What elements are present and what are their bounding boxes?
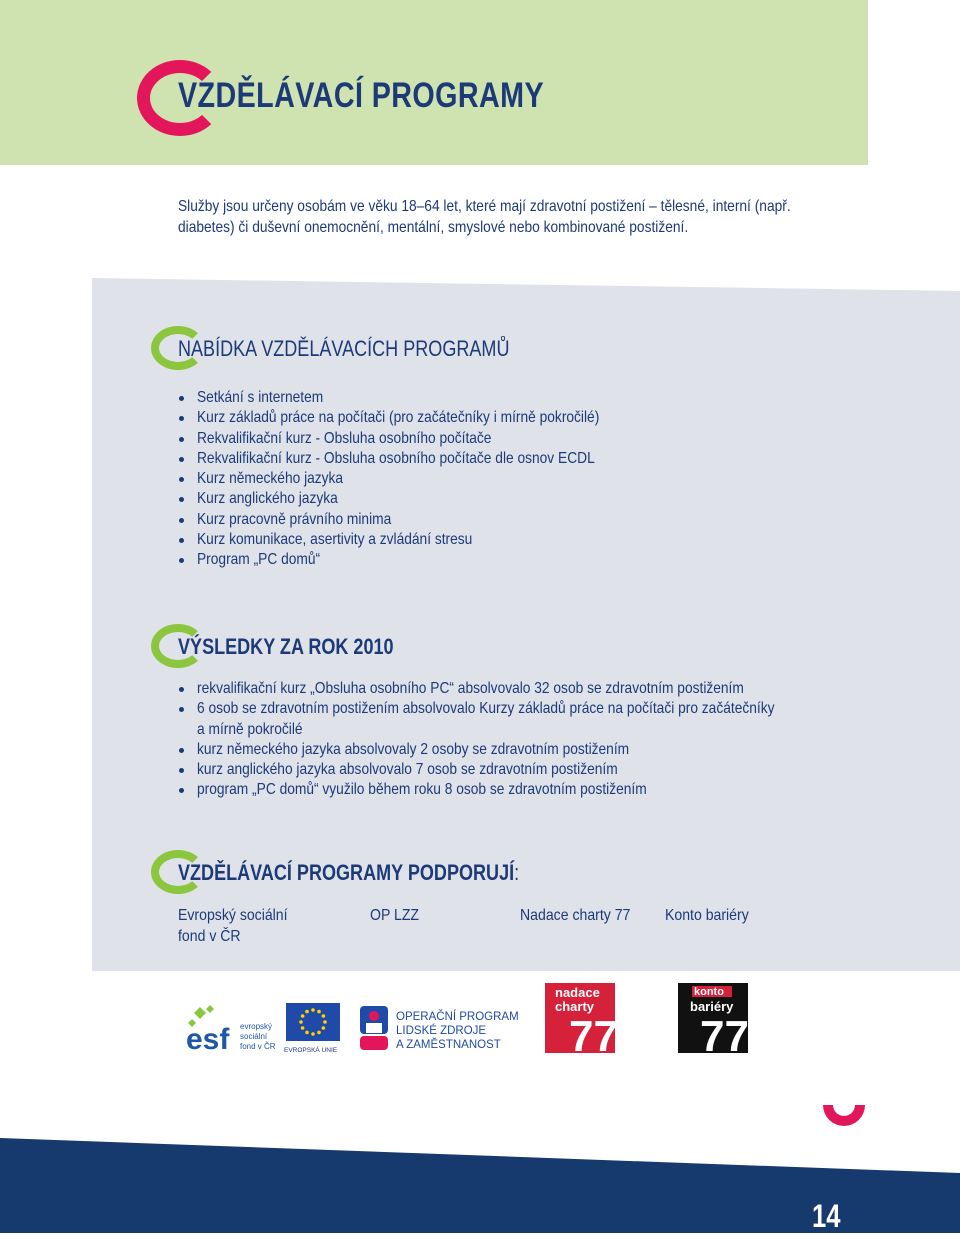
eu-star-icon	[317, 1031, 321, 1035]
svg-text:nadace: nadace	[555, 985, 600, 1000]
oplzz-logo	[358, 1004, 523, 1054]
list-item: kurz německého jazyka absolvovaly 2 osoby se zdravotním postižením	[178, 740, 868, 760]
list-item: Setkání s internetem	[178, 388, 665, 408]
eu-flag-logo	[284, 1003, 342, 1055]
list-item: Rekvalifikační kurz - Obsluha osobního počítače dle osnov ECDL	[178, 449, 665, 469]
svg-text:fond v ČR: fond v ČR	[240, 1042, 276, 1051]
svg-text:LIDSKÉ ZDROJE: LIDSKÉ ZDROJE	[396, 1025, 487, 1037]
eu-star-icon	[322, 1014, 326, 1018]
svg-text:esf: esf	[186, 1023, 230, 1055]
svg-text:sociální: sociální	[240, 1032, 268, 1041]
intro-line-2: diabetes) či duševní onemocnění, mentální, smyslové nebo kombinované postižení.	[178, 219, 689, 236]
decorative-arc-icon	[821, 1105, 867, 1143]
page-title: VZDĚLÁVACÍ PROGRAMY	[178, 76, 545, 115]
intro-paragraph	[178, 196, 838, 238]
svg-text:OPERAČNÍ PROGRAM: OPERAČNÍ PROGRAM	[396, 1011, 519, 1023]
nadace-charty-77-logo	[545, 983, 615, 1053]
supporter-nadace: Nadace charty 77	[520, 907, 631, 924]
eu-star-icon	[305, 1010, 309, 1014]
list-item: Kurz anglického jazyka	[178, 489, 665, 509]
svg-text:A ZAMĚSTNANOST: A ZAMĚSTNANOST	[396, 1039, 501, 1051]
list-item: Rekvalifikační kurz - Obsluha osobního počítače	[178, 429, 665, 449]
support-title: VZDĚLÁVACÍ PROGRAMY PODPORUJÍ:	[178, 860, 520, 885]
list-item: Kurz komunikace, asertivity a zvládání stresu	[178, 530, 665, 550]
eu-star-icon	[311, 1032, 315, 1036]
svg-text:charty: charty	[555, 999, 595, 1014]
list-item: Program „PC domů“	[178, 550, 665, 570]
supporter-konto: Konto bariéry	[665, 907, 749, 924]
list-item: Kurz německého jazyka	[178, 469, 665, 489]
konto-bariery-77-logo	[678, 983, 748, 1053]
supporter-oplzz: OP LZZ	[370, 907, 420, 924]
intro-line-1: Služby jsou určeny osobám ve věku 18–64 let, které mají zdravotní postižení – tělesné, interní (např.	[178, 198, 791, 215]
eu-star-icon	[323, 1020, 327, 1024]
eu-star-icon	[301, 1026, 305, 1030]
eu-star-icon	[301, 1014, 305, 1018]
svg-text:EVROPSKÁ UNIE: EVROPSKÁ UNIE	[284, 1047, 338, 1054]
results-title: VÝSLEDKY ZA ROK 2010	[178, 634, 394, 659]
offer-title: NABÍDKA VZDĚLÁVACÍCH PROGRAMŮ	[178, 336, 510, 361]
svg-text:evropský: evropský	[240, 1022, 273, 1031]
esf-logo	[186, 1003, 280, 1055]
svg-text:konto: konto	[694, 986, 724, 998]
supporter-esf: Evropský sociální fond v ČR	[178, 907, 288, 945]
list-item: program „PC domů“ využilo během roku 8 osob se zdravotním postižením	[178, 780, 868, 800]
svg-text:77: 77	[569, 1012, 615, 1053]
results-list	[178, 679, 868, 801]
list-item: kurz anglického jazyka absolvovalo 7 osob se zdravotním postižením	[178, 760, 868, 780]
offer-list	[178, 388, 665, 571]
svg-text:bariéry: bariéry	[690, 999, 734, 1014]
list-item: Kurz základů práce na počítači (pro začátečníky i mírně pokročilé)	[178, 408, 665, 428]
list-item: 6 osob se zdravotním postižením absolvovalo Kurzy základů práce na počítači pro začátečníky	[178, 699, 868, 719]
list-item-continuation: a mírně pokročilé	[197, 720, 303, 738]
page-number: 14	[812, 1198, 841, 1234]
eu-star-icon	[311, 1008, 315, 1012]
eu-star-icon	[317, 1010, 321, 1014]
eu-star-icon	[305, 1031, 309, 1035]
svg-text:77: 77	[700, 1012, 748, 1053]
eu-star-icon	[299, 1020, 303, 1024]
list-item: Kurz pracovně právního minima	[178, 510, 665, 530]
list-item: rekvalifikační kurz „Obsluha osobního PC“ absolvovalo 32 osob se zdravotním postižením	[178, 679, 868, 699]
eu-star-icon	[322, 1026, 326, 1030]
